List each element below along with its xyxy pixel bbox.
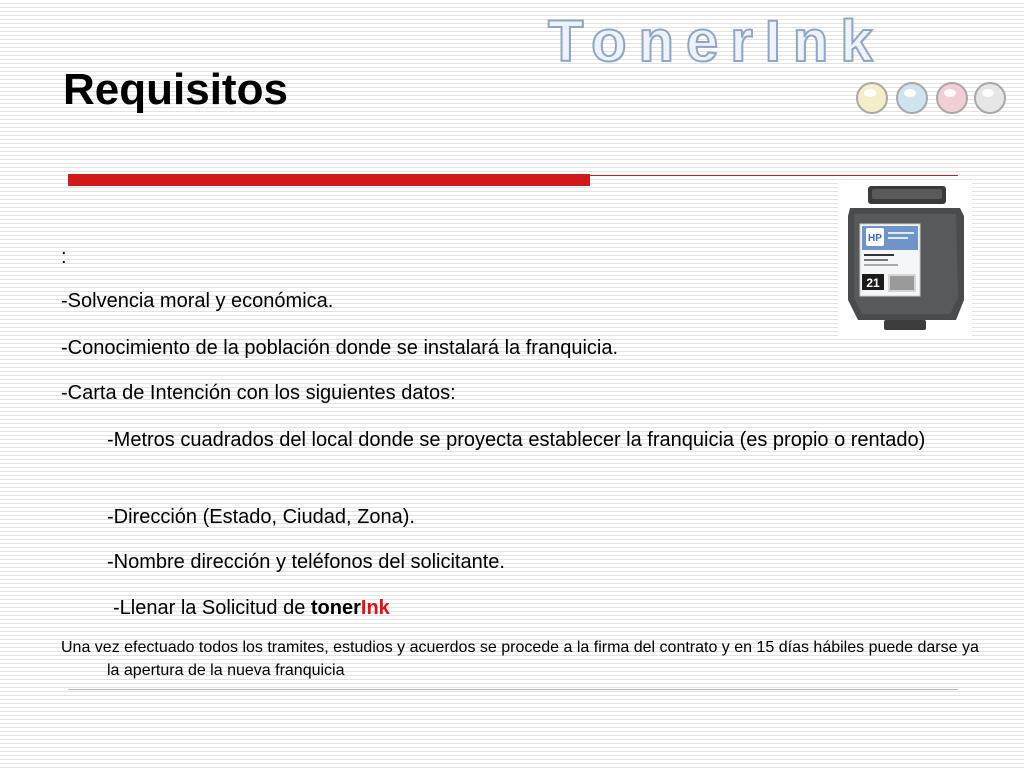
logo-dot-yellow: [856, 82, 888, 114]
brand-toner: toner: [310, 597, 361, 619]
logo-dots: [856, 82, 1006, 118]
title-underline-thin: [590, 175, 958, 176]
cartridge-number: 21: [866, 276, 880, 290]
ink-cartridge-icon: [838, 180, 972, 337]
list-item-carta: -Carta de Intención con los siguientes datos:: [61, 382, 456, 404]
ink-cartridge-image: [838, 180, 972, 337]
brand-ink: Ink: [360, 597, 390, 619]
sub-item-llenar-text: -Llenar la Solicitud de: [113, 597, 311, 619]
logo-dot-magenta: [936, 82, 968, 114]
footer-paragraph: Una vez efectuado todos los tramites, estudios y acuerdos se procede a la firma del contrato y en 15 días hábiles puede darse ya la apertura de la nueva franquicia: [61, 639, 979, 679]
sub-item-metros: -Metros cuadrados del local donde se proyecta establecer la franquicia (es propio o rentado): [107, 429, 926, 451]
cartridge-brand: HP: [868, 233, 882, 244]
sub-item-llenar: [113, 593, 390, 623]
logo-dot-gray: [974, 82, 1006, 114]
page-title: Requisitos: [63, 65, 288, 114]
bottom-rule: [68, 689, 958, 690]
list-item-conocimiento: -Conocimiento de la población donde se instalará la franquicia.: [61, 337, 619, 359]
logo-dot-cyan: [896, 82, 928, 114]
sub-item-direccion: -Dirección (Estado, Ciudad, Zona).: [107, 506, 415, 528]
sub-item-nombre: -Nombre dirección y teléfonos del solicitante.: [107, 551, 505, 573]
title-underline-thick: [68, 174, 590, 186]
list-item-colon: :: [61, 246, 67, 268]
logo-text: TonerInk: [548, 9, 885, 74]
list-item-solvencia: -Solvencia moral y económica.: [61, 290, 334, 312]
